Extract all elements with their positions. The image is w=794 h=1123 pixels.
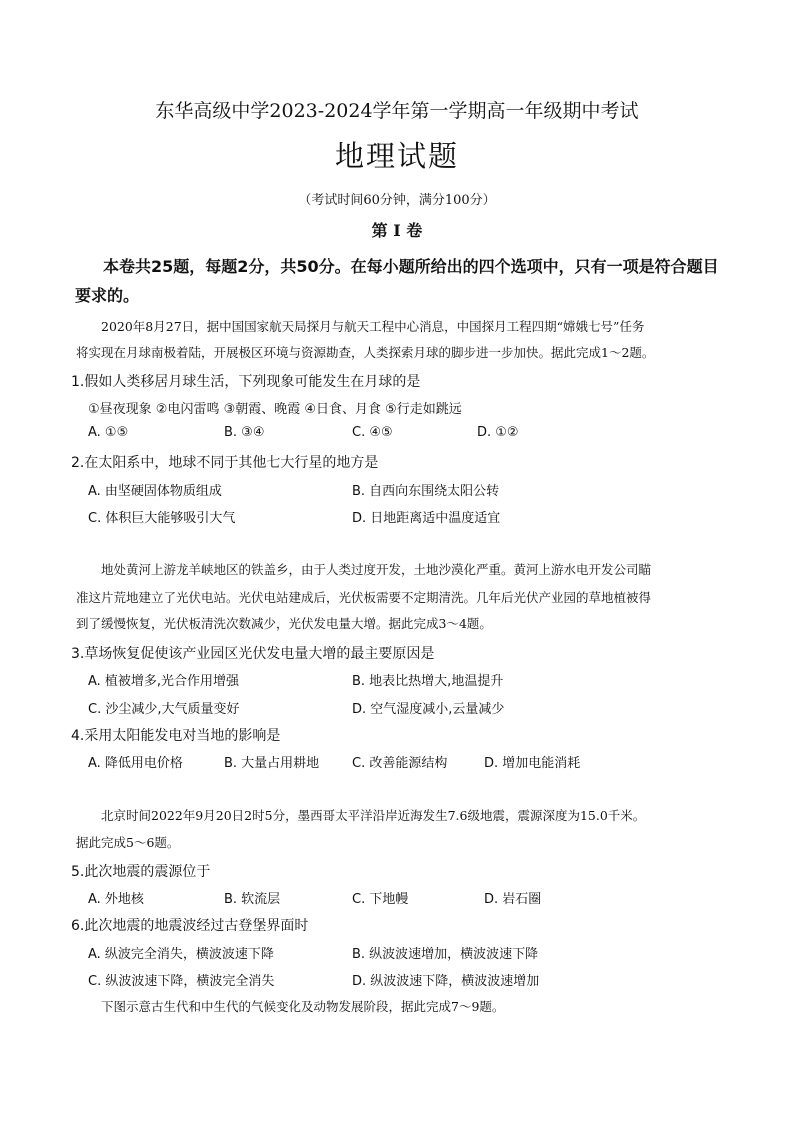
question-1-option-a[interactable]: A. ①⑤ [88, 425, 129, 440]
question-5-option-d[interactable]: D. 岩石圈 [484, 892, 542, 907]
question-2-option-c[interactable]: C. 体积巨大能够吸引大气 [88, 511, 236, 526]
instructions-line-1: 本卷共25题，每题2分，共50分。在每小题所给出的四个选项中，只有一项是符合题目 [103, 257, 719, 276]
question-5-stem: 5.此次地震的震源位于 [71, 864, 211, 880]
question-4-option-a[interactable]: A. 降低用电价格 [88, 756, 183, 771]
question-4-option-b[interactable]: B. 大量占用耕地 [224, 756, 320, 771]
question-4-option-d[interactable]: D. 增加电能消耗 [484, 756, 581, 771]
question-3-option-a[interactable]: A. 植被增多,光合作用增强 [88, 674, 240, 689]
question-3-option-c[interactable]: C. 沙尘减少,大气质量变好 [88, 702, 240, 717]
question-3-option-d[interactable]: D. 空气湿度减小,云量减少 [352, 702, 505, 717]
context-3-line-1: 北京时间2022年9月20日2时5分，墨西哥太平洋沿岸近海发生7.6级地震，震源深度为15.0千米。 [101, 808, 646, 823]
context-3-line-2: 据此完成5～6题。 [76, 835, 180, 850]
question-1-stem: 1.假如人类移居月球生活，下列现象可能发生在月球的是 [71, 374, 421, 390]
question-4-option-c[interactable]: C. 改善能源结构 [352, 756, 448, 771]
question-3-stem: 3.草场恢复促使该产业园区光伏发电量大增的最主要原因是 [71, 646, 435, 662]
context-2-line-1: 地处黄河上游龙羊峡地区的铁盖乡，由于人类过度开发，土地沙漠化严重。黄河上游水电开发公司瞄 [101, 562, 652, 577]
subject-title: 地理试题 [334, 139, 459, 173]
question-2-option-d[interactable]: D. 日地距离适中温度适宜 [352, 511, 501, 526]
question-1-option-d[interactable]: D. ①② [477, 425, 519, 440]
question-4-stem: 4.采用太阳能发电对当地的影响是 [71, 728, 281, 744]
question-6-stem: 6.此次地震的地震波经过古登堡界面时 [71, 918, 309, 934]
question-5-option-a[interactable]: A. 外地核 [88, 892, 144, 907]
question-6-option-c[interactable]: C. 纵波波速下降，横波完全消失 [88, 974, 275, 989]
school-title: 东华高级中学2023-2024学年第一学期高一年级期中考试 [155, 100, 639, 122]
question-2-stem: 2.在太阳系中，地球不同于其他七大行星的地方是 [71, 455, 379, 471]
context-1-line-1: 2020年8月27日，据中国国家航天局探月与航天工程中心消息，中国探月工程四期“嫦娥七号”任务 [101, 319, 645, 334]
question-1-option-b[interactable]: B. ③④ [224, 425, 265, 440]
context-2-line-3: 到了缓慢恢复，光伏板清洗次数减少，光伏发电量大增。据此完成3～4题。 [76, 616, 492, 631]
question-3-option-b[interactable]: B. 地表比热增大,地温提升 [352, 674, 504, 689]
question-2-option-b[interactable]: B. 自西向东围绕太阳公转 [352, 484, 500, 499]
context-2-line-2: 准这片荒地建立了光伏电站。光伏电站建成后，光伏板需要不定期清洗。几年后光伏产业园的草地植被得 [76, 590, 652, 605]
volume-heading: 第 Ⅰ 卷 [371, 221, 423, 240]
question-1-option-c[interactable]: C. ④⑤ [352, 425, 393, 440]
question-5-option-b[interactable]: B. 软流层 [224, 892, 281, 907]
question-5-option-c[interactable]: C. 下地幔 [352, 892, 409, 907]
question-2-option-a[interactable]: A. 由坚硬固体物质组成 [88, 484, 222, 499]
question-6-option-b[interactable]: B. 纵波波速增加，横波波速下降 [352, 947, 539, 962]
question-1-items: ①昼夜现象 ②电闪雷鸣 ③朝霞、晚霞 ④日食、月食 ⑤行走如跳远 [88, 402, 462, 417]
context-1-line-2: 将实现在月球南极着陆，开展极区环境与资源勘查，人类探索月球的脚步进一步加快。据此完成1～2题。 [76, 345, 655, 360]
question-6-option-d[interactable]: D. 纵波波速下降，横波波速增加 [352, 974, 540, 989]
instructions-line-2: 要求的。 [75, 286, 140, 305]
context-4-line-1: 下图示意古生代和中生代的气候变化及动物发展阶段，据此完成7～9题。 [101, 999, 505, 1014]
question-6-option-a[interactable]: A. 纵波完全消失，横波波速下降 [88, 947, 274, 962]
exam-info: （考试时间60分钟，满分100分） [298, 193, 496, 208]
